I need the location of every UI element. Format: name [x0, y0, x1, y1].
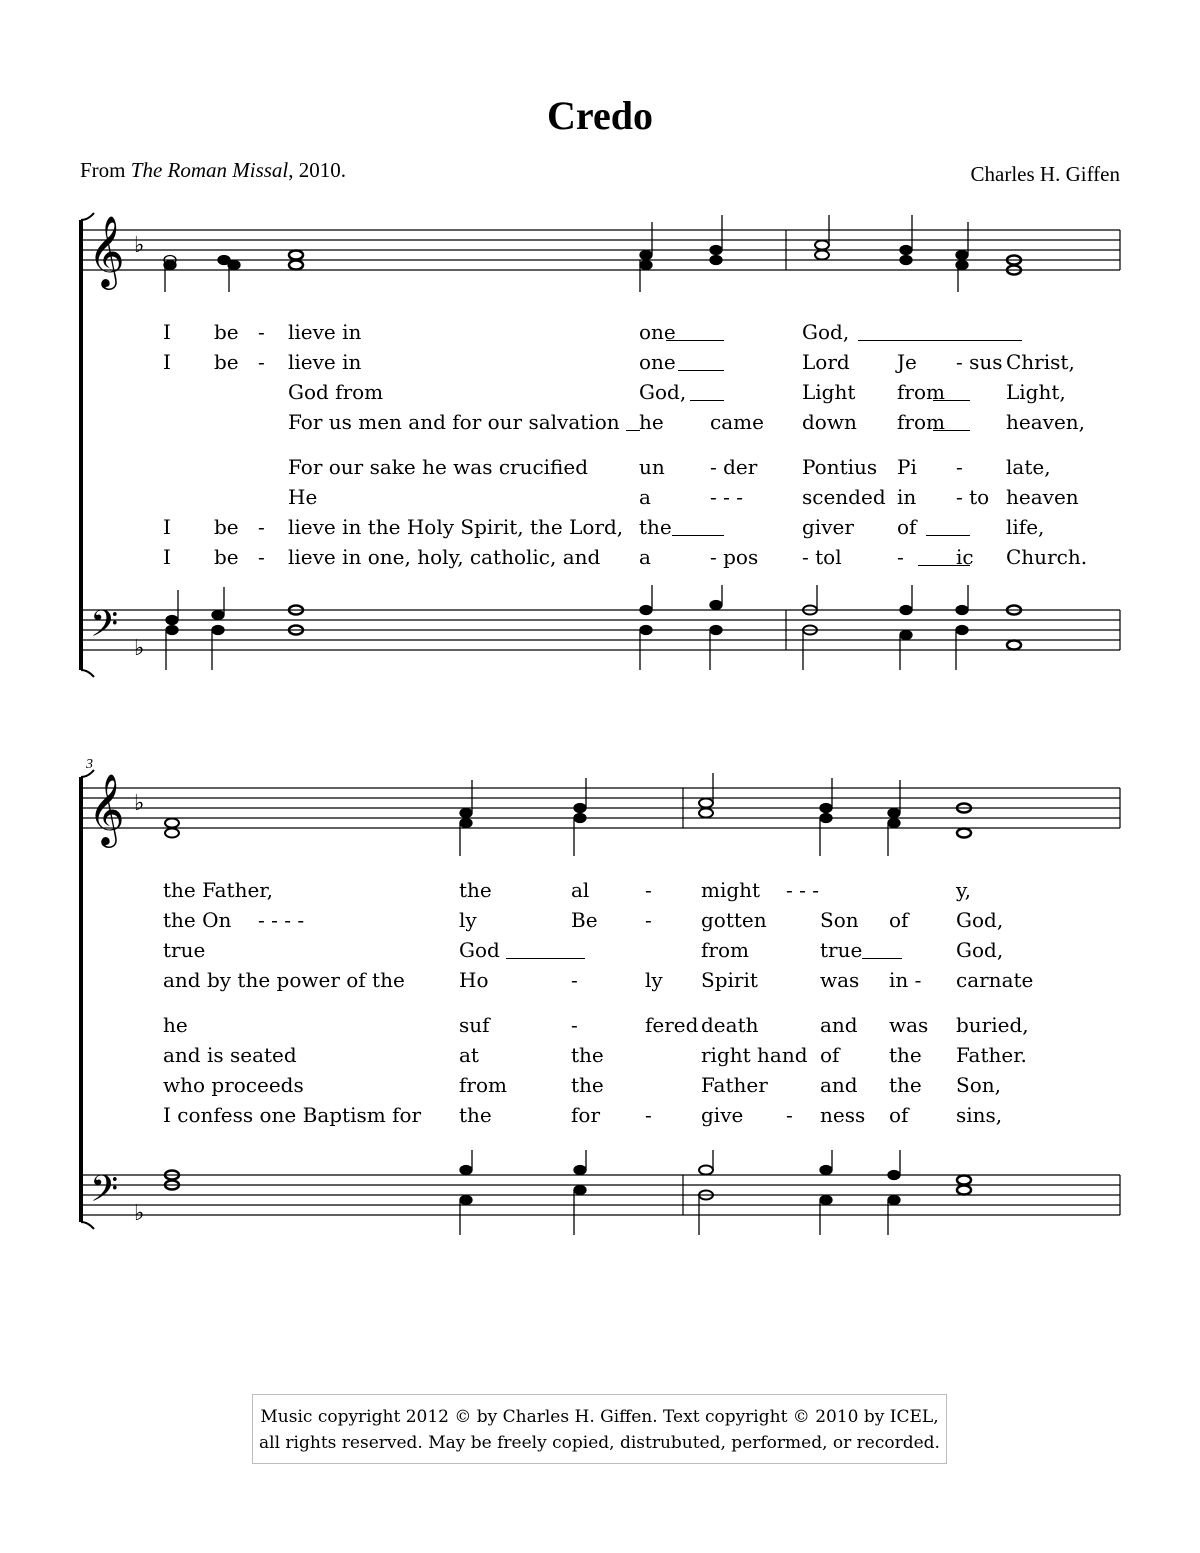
- system2-bass-staff: [0, 1155, 1200, 1245]
- lyric-syllable: buried,: [956, 1013, 1029, 1037]
- lyric-syllable: Father.: [956, 1043, 1027, 1067]
- lyric-syllable: the Father,: [163, 878, 274, 902]
- melisma-line: [862, 958, 902, 959]
- lyric-syllable: God,: [956, 908, 1004, 932]
- melisma-line: [933, 400, 970, 401]
- lyric-syllable: For our sake he was crucified: [288, 455, 589, 479]
- source-title: The Roman Missal: [130, 158, 289, 182]
- lyric-syllable: from: [701, 938, 749, 962]
- flat-icon: ♭: [134, 233, 145, 258]
- lyric-syllable: -: [956, 455, 963, 479]
- lyric-syllable: be: [214, 515, 239, 539]
- page-title: Credo: [547, 93, 653, 138]
- melisma-line: [678, 370, 724, 371]
- treble-clef-icon: 𝄞: [88, 772, 125, 845]
- lyric-syllable: true: [163, 938, 206, 962]
- source-prefix: From: [80, 158, 131, 182]
- lyric-syllable: in: [897, 485, 917, 509]
- lyric-syllable: and by the power of the: [163, 968, 405, 992]
- lyric-syllable: Light,: [1006, 380, 1066, 404]
- lyric-syllable: the: [639, 515, 672, 539]
- lyric-syllable: - - - -: [258, 908, 305, 932]
- lyric-syllable: who proceeds: [163, 1073, 304, 1097]
- lyric-syllable: a: [639, 485, 651, 509]
- flat-icon: ♭: [134, 636, 145, 661]
- lyric-syllable: I: [163, 545, 171, 569]
- lyric-syllable: the: [571, 1073, 604, 1097]
- lyric-syllable: in -: [889, 968, 922, 992]
- lyric-syllable: the: [889, 1043, 922, 1067]
- lyric-syllable: from: [459, 1073, 507, 1097]
- lyric-syllable: un: [639, 455, 665, 479]
- lyric-syllable: one: [639, 350, 676, 374]
- lyric-syllable: Lord: [802, 350, 850, 374]
- melisma-line: [858, 340, 1022, 341]
- lyric-syllable: and: [820, 1073, 858, 1097]
- lyric-syllable: from: [897, 410, 945, 434]
- lyric-syllable: God: [459, 938, 500, 962]
- lyric-syllable: Son,: [956, 1073, 1001, 1097]
- lyric-syllable: be: [214, 545, 239, 569]
- lyric-syllable: lieve in one, holy, catholic, and: [288, 545, 601, 569]
- source-suffix: , 2010.: [288, 158, 347, 182]
- lyric-syllable: Spirit: [701, 968, 758, 992]
- copyright-line-1: Music copyright 2012 © by Charles H. Giffen. Text copyright © 2010 by ICEL,: [260, 1407, 939, 1427]
- lyric-syllable: for: [571, 1103, 601, 1127]
- lyric-syllable: ness: [820, 1103, 866, 1127]
- lyric-syllable: right hand: [701, 1043, 808, 1067]
- lyric-syllable: I: [163, 350, 171, 374]
- lyric-syllable: Be: [571, 908, 598, 932]
- composer-credit: Charles H. Giffen: [970, 162, 1120, 186]
- lyric-syllable: Pontius: [802, 455, 878, 479]
- lyric-syllable: I: [163, 320, 171, 344]
- lyric-syllable: late,: [1006, 455, 1051, 479]
- lyric-syllable: Father: [701, 1073, 768, 1097]
- system1-bass-staff: [0, 585, 1200, 675]
- lyric-syllable: - pos: [710, 545, 759, 569]
- lyric-syllable: the: [459, 1103, 492, 1127]
- lyric-syllable: For us men and for our salvation: [288, 410, 620, 434]
- lyric-syllable: might: [701, 878, 761, 902]
- lyric-syllable: -: [258, 545, 265, 569]
- lyric-syllable: death: [701, 1013, 759, 1037]
- lyric-syllable: he: [163, 1013, 188, 1037]
- lyric-syllable: Ho: [459, 968, 489, 992]
- system2-bracket: [76, 772, 96, 1227]
- lyric-syllable: give: [701, 1103, 744, 1127]
- lyric-syllable: I confess one Baptism for: [163, 1103, 422, 1127]
- lyric-syllable: sins,: [956, 1103, 1003, 1127]
- lyric-syllable: Je: [897, 350, 917, 374]
- lyric-syllable: - - -: [710, 485, 743, 509]
- lyric-syllable: Son: [820, 908, 859, 932]
- system1-bracket: [76, 215, 96, 675]
- lyric-syllable: God from: [288, 380, 384, 404]
- melisma-line: [933, 430, 970, 431]
- lyric-syllable: He: [288, 485, 318, 509]
- lyric-syllable: down: [802, 410, 857, 434]
- lyric-syllable: lieve in the Holy Spirit, the Lord,: [288, 515, 624, 539]
- lyric-syllable: - der: [710, 455, 758, 479]
- lyric-syllable: the On: [163, 908, 232, 932]
- lyric-syllable: of: [820, 1043, 840, 1067]
- lyric-syllable: Christ,: [1006, 350, 1075, 374]
- lyric-syllable: giver: [802, 515, 854, 539]
- copyright-line-2: all rights reserved. May be freely copied, distrubuted, performed, or recorded.: [259, 1433, 940, 1453]
- lyric-syllable: carnate: [956, 968, 1034, 992]
- lyric-syllable: Church.: [1006, 545, 1088, 569]
- lyric-syllable: God,: [802, 320, 850, 344]
- lyric-syllable: Light: [802, 380, 856, 404]
- lyric-syllable: y,: [956, 878, 971, 902]
- lyric-syllable: -: [645, 908, 652, 932]
- melisma-line: [926, 535, 970, 536]
- lyric-syllable: from: [897, 380, 945, 404]
- lyric-syllable: fered: [645, 1013, 699, 1037]
- lyric-syllable: Pi: [897, 455, 917, 479]
- lyric-syllable: - sus: [956, 350, 1003, 374]
- lyric-syllable: heaven: [1006, 485, 1079, 509]
- lyric-syllable: -: [645, 878, 652, 902]
- lyric-syllable: ic: [956, 545, 974, 569]
- lyric-syllable: ly: [459, 908, 477, 932]
- lyric-syllable: -: [571, 1013, 578, 1037]
- lyric-syllable: al: [571, 878, 590, 902]
- lyric-syllable: was: [889, 1013, 929, 1037]
- lyric-syllable: heaven,: [1006, 410, 1086, 434]
- lyric-syllable: of: [889, 908, 909, 932]
- lyric-syllable: suf: [459, 1013, 490, 1037]
- lyric-syllable: the: [889, 1073, 922, 1097]
- melisma-line: [672, 535, 724, 536]
- lyric-syllable: the: [571, 1043, 604, 1067]
- flat-icon: ♭: [134, 791, 145, 816]
- lyric-syllable: scended: [802, 485, 886, 509]
- lyric-syllable: came: [710, 410, 764, 434]
- lyric-syllable: -: [897, 545, 904, 569]
- system1-treble-staff: [0, 210, 1200, 300]
- lyric-syllable: and: [820, 1013, 858, 1037]
- lyric-syllable: he: [639, 410, 664, 434]
- lyric-syllable: of: [897, 515, 917, 539]
- treble-clef-icon: 𝄞: [88, 214, 125, 287]
- lyric-syllable: -: [258, 515, 265, 539]
- lyric-syllable: gotten: [701, 908, 767, 932]
- melisma-line: [666, 340, 724, 341]
- lyric-syllable: and is seated: [163, 1043, 297, 1067]
- system2-treble-staff: [0, 757, 1200, 858]
- copyright-notice: [252, 1394, 947, 1464]
- bass-clef-icon: 𝄢: [90, 603, 119, 654]
- lyric-syllable: lieve in: [288, 320, 362, 344]
- lyric-syllable: of: [889, 1103, 909, 1127]
- lyric-syllable: was: [820, 968, 860, 992]
- lyric-syllable: God,: [639, 380, 687, 404]
- melisma-line: [690, 400, 724, 401]
- lyric-syllable: - to: [956, 485, 990, 509]
- lyric-syllable: a: [639, 545, 651, 569]
- lyric-syllable: - tol: [802, 545, 842, 569]
- lyric-syllable: I: [163, 515, 171, 539]
- lyric-syllable: life,: [1006, 515, 1045, 539]
- lyric-syllable: at: [459, 1043, 479, 1067]
- melisma-line: [626, 430, 640, 431]
- lyric-syllable: be: [214, 350, 239, 374]
- lyric-syllable: -: [571, 968, 578, 992]
- melisma-line: [918, 565, 970, 566]
- lyric-syllable: -: [645, 1103, 652, 1127]
- source-credit: [80, 158, 346, 183]
- flat-icon: ♭: [134, 1201, 145, 1226]
- lyric-syllable: lieve in: [288, 350, 362, 374]
- lyric-syllable: - - -: [786, 878, 819, 902]
- lyric-syllable: God,: [956, 938, 1004, 962]
- lyric-syllable: be: [214, 320, 239, 344]
- measure-number: 3: [86, 757, 93, 772]
- lyric-syllable: -: [258, 350, 265, 374]
- lyric-syllable: -: [258, 320, 265, 344]
- lyric-syllable: ly: [645, 968, 663, 992]
- lyric-syllable: one: [639, 320, 676, 344]
- lyric-syllable: true: [820, 938, 863, 962]
- bass-clef-icon: 𝄢: [90, 1168, 119, 1219]
- melisma-line: [506, 958, 585, 959]
- lyric-syllable: the: [459, 878, 492, 902]
- lyric-syllable: -: [786, 1103, 793, 1127]
